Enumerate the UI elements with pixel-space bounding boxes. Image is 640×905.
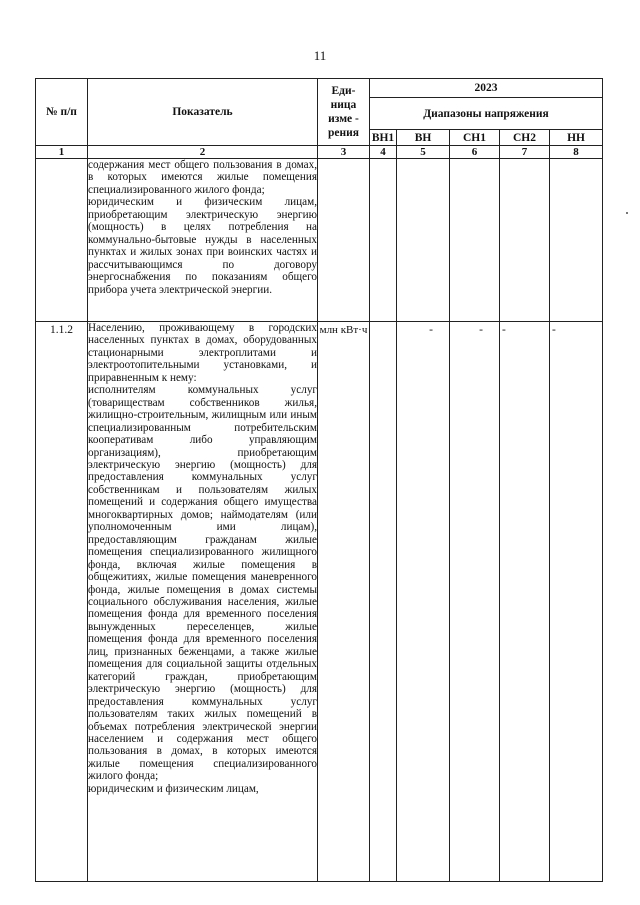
- value-vn1: [370, 322, 397, 882]
- indicators-table: [35, 78, 603, 882]
- value-vn: -: [397, 322, 450, 882]
- header-year: 2023: [370, 79, 603, 98]
- row-indicator: [88, 159, 318, 322]
- row-indicator: [88, 322, 318, 882]
- header-indicator: Показатель: [88, 79, 318, 146]
- col-number-6: 6: [450, 146, 500, 159]
- col-number-7: 7: [500, 146, 550, 159]
- value-vn1: [370, 159, 397, 322]
- row-unit: [318, 159, 370, 322]
- header-ranges: Диапазоны напряжения: [370, 98, 603, 130]
- col-number-1: 1: [36, 146, 88, 159]
- col-number-8: 8: [550, 146, 603, 159]
- indicator-paragraph: юридическим и физическим лицам, приобретающим электрическую энергию (мощность) в целях потребления на коммунально-бытовые нужды в населенных пунктах и жилых зонах при воинских частях и рассчитывающимся по договору энергоснабжения по показаниям общего прибора учета электрической энергии.: [88, 196, 317, 296]
- table-row: [36, 322, 603, 882]
- col-number-5: 5: [397, 146, 450, 159]
- header-range-vn: ВН: [397, 130, 450, 146]
- indicator-paragraph: содержания мест общего пользования в домах, в которых имеются жилые помещения специализированного жилого фонда;: [88, 159, 317, 196]
- table-row: [36, 159, 603, 322]
- header-range-nn: НН: [550, 130, 603, 146]
- page-number: 11: [313, 48, 327, 63]
- value-sn2: [500, 159, 550, 322]
- header-num: № п/п: [36, 79, 88, 146]
- header-range-vn1: ВН1: [370, 130, 397, 146]
- value-vn: [397, 159, 450, 322]
- col-number-3: 3: [318, 146, 370, 159]
- indicator-paragraph: Населению, проживающему в городских населенных пунктах в домах, оборудованных стационарными электроплитами и электроотопительными установками, и приравненным к нему:: [88, 322, 317, 384]
- value-nn: [550, 159, 603, 322]
- value-sn1: [450, 159, 500, 322]
- indicator-paragraph: юридическим и физическим лицам,: [88, 782, 259, 795]
- indicator-paragraph: исполнителям коммунальных услуг (товариществам собственников жилья, жилищно-строительным, жилищным или иным специализированным потребительским кооперативам либо управляющим организациям), приобретающим электрическую энергию (мощность) для предоставления коммунальных услуг собственникам и пользователям жилых помещений и содержания общего имущества многоквартирных домов; наймодателям (или уполномоченным ими лицам), предоставляющим гражданам жилые помещения специализированного жилищного фонда, включая жилые помещения в общежитиях, жилые помещения маневренного фонда, жилые помещения в домах системы социального обслуживания населения, жилые помещения фонда для временного поселения вынужденных переселенцев, жилые помещения фонда для временного поселения лиц, признанных беженцами, а также жилые помещения для социальной защиты отдельных категорий граждан, приобретающим электрическую энергию (мощность) для предоставления коммунальных услуг пользователям таких жилых помещений в объемах потребления электрической энергии населением и содержания мест общего пользования в домах, в которых имеются жилые помещения специализированного жилого фонда;: [88, 384, 317, 783]
- value-nn: -: [550, 322, 603, 882]
- header-range-sn2: СН2: [500, 130, 550, 146]
- value-sn1: -: [450, 322, 500, 882]
- header-unit: Еди-ница изме - рения: [318, 79, 370, 146]
- row-number: 1.1.2: [36, 322, 88, 882]
- value-sn2: -: [500, 322, 550, 882]
- row-number: [36, 159, 88, 322]
- scan-speck: [626, 212, 628, 214]
- col-number-2: 2: [88, 146, 318, 159]
- row-unit: млн кВт·ч: [318, 322, 370, 882]
- header-range-sn1: СН1: [450, 130, 500, 146]
- col-number-4: 4: [370, 146, 397, 159]
